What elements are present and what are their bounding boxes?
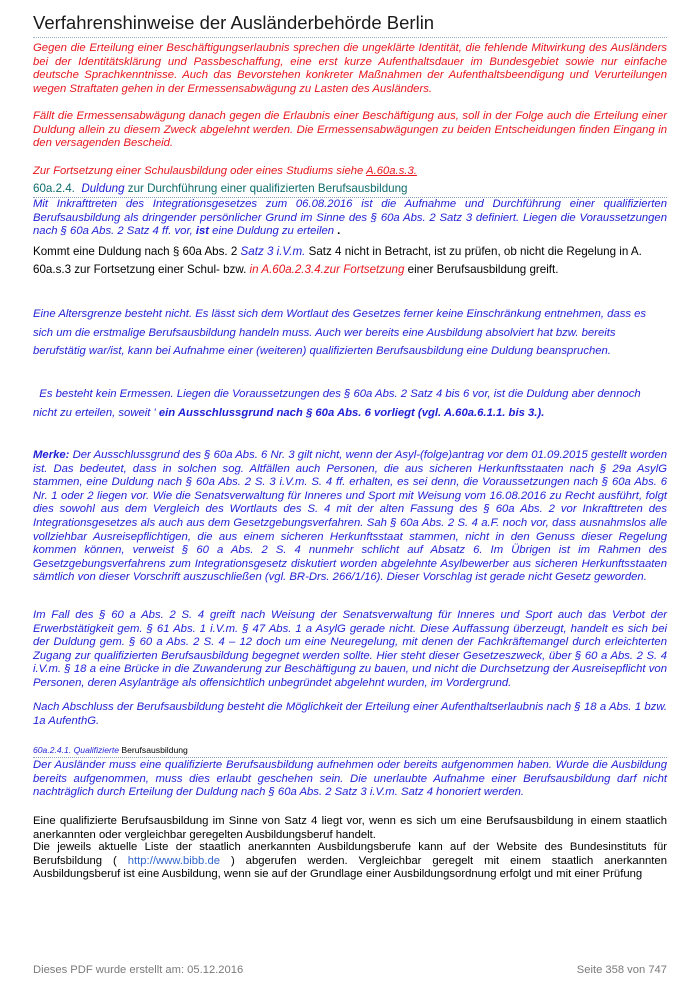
section-number: 60a.2.4. xyxy=(33,182,75,195)
section-heading-60a-2-4 xyxy=(33,182,667,195)
link-a60a-s3[interactable]: A.60a.s.3. xyxy=(366,165,417,177)
blue-text-c: eine Duldung zu erteilen xyxy=(209,225,338,238)
blue-text-bold: ist xyxy=(195,225,210,238)
subsection-number: 60a.2.4.1. xyxy=(33,745,72,755)
subsection-black-paragraph-2 xyxy=(33,841,667,882)
discretion-text: Es besteht kein Ermessen. Liegen die Voraussetzungen des § 60a Abs. 2 Satz 4 bis 6 vor, ist die Duldung aber dennoch nicht zu erteilen, soweit ' xyxy=(33,388,641,419)
title-divider xyxy=(33,37,667,38)
merke-text: Der Ausschlussgrund des § 60a Abs. 6 Nr. 3 gilt nicht, wenn der Asyl-(folge)antrag vor dem 01.09.2015 gestellt worden ist. Das bedeutet, dass in solchen sog. Altfällen auch Personen, die aus sicheren Herkunftsstaaten nach § 29a AsylG stammen, eine Duldung nach § 60a Abs. 2 S. 3 i.V.m. S. 4 ff. erhalten, es sei denn, die Voraussetzungen nach § 60a Abs. 6 Nr. 1 oder 2 liegen vor. Wie die Senatsverwaltung für Inneres und Sport mit Weisung vom 16.08.2016 zu Recht ausführt, folgt dies sowohl aus dem Vergleich des Wortlauts des S. 4 mit der alten Fassung des § 60a Abs. 2 vor Inkrafttreten des Integrationsgesetzes als auch aus dem Gesetzgebungsverfahren. Sah § 60a Abs. 2 S. 4 a.F. noch vor, dass ausnahmslos alle vollziehbar Ausreisepflichtigen, die aus einem sicheren Herkunftsstaat stammen, nicht in den Genuss dieser Regelung kommen können, verweist § 60 a Abs. 2 S. 4 nunmehr schlicht auf Absatz 6. Im Übrigen ist im Rahmen des Gesetzgebungsverfahrens zum Integrationsgesetz diskutiert worden abgelehnte Asylbewerber aus sicheren Herkunftsstaaten sämtlich von dieser Vorschrift auszuschließen (vgl. BR-Drs. 266/1/16). Dieser Vorschlag ist gerade nicht Gesetz geworden. xyxy=(33,449,667,584)
intro-paragraph-1: Gegen die Erteilung einer Beschäftigungserlaubnis sprechen die ungeklärte Identität, die fehlende Mitwirkung des Ausländers bei der Identitätsklärung und Passbeschaffung, eine erst kurze Aufenthaltsdauer im Bundesgebiet sowie nur einfache deutsche Sprachkenntnisse. Auch das Bevorstehen konkreter Maßnahmen der Aufenthaltsbeendigung und Verurteilungen wegen Straftaten gehen in der Ermessensabwägung zu Lasten des Ausländers. xyxy=(33,42,667,95)
subsection-title-rest: Berufsausbildung xyxy=(119,745,188,755)
age-limit-paragraph: Eine Altersgrenze besteht nicht. Es lässt sich dem Wortlaut des Gesetzes ferner keine Einschränkung entnehmen, dass es sich um die erstmalige Berufsausbildung handeln muss. Auch wer bereits eine Ausbildung absolviert hat bzw. bereits berufstätig war/ist, kann bei Aufnahme einer (weiteren) qualifizierten Berufsausbildung eine Duldung beanspruchen. xyxy=(33,308,647,357)
footer-page-number: Seite 358 von 747 xyxy=(576,964,667,976)
blue-text-a: Mit Inkrafttreten des Integrationsgesetzes zum 06.08.2016 ist die Aufnahme und Durchführung einer qualifizierten Berufsausbildung als dringender persönlicher Grund im Sinne des § 60a Abs. 2 Satz 3 definiert. Liegen die Voraussetzungen nach § 60a Abs. 2 Satz 4 ff. vor, xyxy=(33,198,667,238)
discretion-bold-text: ein Ausschlussgrund nach § 60a Abs. 6 vorliegt (vgl. A.60a.6.1.1. bis 3.). xyxy=(158,406,545,419)
section-title-rest: zur Durchführung einer qualifizierten Berufsausbildung xyxy=(124,182,408,195)
subsection-divider xyxy=(33,757,667,758)
black-text-a: Kommt eine Duldung nach § 60a Abs. 2 xyxy=(33,245,241,258)
black-text-e: einer Berufsausbildung greift. xyxy=(404,262,559,276)
blue-text-period: . xyxy=(337,225,341,238)
bibb-text-b: ) abgerufen werden. Vergleichbar geregelt mit einem staatlich anerkannten Ausbildungsberuf ist eine Ausbildung, wenn sie auf der Grundlage einer Ausbildungsordnung erfolgt und mit einer Prüfung xyxy=(33,854,667,881)
fall-paragraph: Im Fall des § 60 a Abs. 2 S. 4 greift nach Weisung der Senatsverwaltung für Inneres und Sport auch das Verbot der Erwerbstätigkeit gem. § 61 Abs. 1 i.V.m. § 47 Abs. 1 a AsylG gerade nicht. Diese Auffassung überzeugt, handelt es sich bei der Duldung gem. § 60 a Abs. 2 S. 4 – 12 doch um eine Neuregelung, mit denen der Fachkräftemangel durch erleichterten Zugang zur qualifizierten Berufsausbildung begegnet werden sollte. Hier steht dieser Gesetzeszweck, über § 60 a Abs. 2 S. 4 i.V.m. § 18 a eine Brücke in die Zuwanderung zur Beschäftigung zu bauen, und nicht die Durchsetzung der Ausreisepflicht von Personen, deren Asylanträge als offensichtlich unbegründet abgelehnt wurden, im Vordergrund. xyxy=(33,609,667,689)
footer-created-date: Dieses PDF wurde erstellt am: 05.12.2016 xyxy=(33,964,244,976)
black-text-c: Satz 4 nicht in Betracht, ist zu prüfen, ob nicht die Regelung in A. 60a.s.3 zur Fortsetzung einer Schul- bzw. xyxy=(33,245,642,276)
black-text-blue-ref: Satz 3 i.V.m. xyxy=(240,245,306,258)
subsection-black-paragraph-1: Eine qualifizierte Berufsausbildung im Sinne von Satz 4 liegt vor, wenn es sich um eine Berufsausbildung in einem staatlich anerkannten oder vergleichbar geregelten Ausbildungsberuf handelt. xyxy=(33,815,667,841)
section-blue-paragraph xyxy=(33,198,667,239)
discretion-paragraph xyxy=(33,385,667,422)
intro-p3-text: Zur Fortsetzung einer Schulausbildung oder eines Studiums siehe xyxy=(33,165,367,177)
page-title: Verfahrenshinweise der Ausländerbehörde Berlin xyxy=(33,12,435,33)
intro-paragraph-2: Fällt die Ermessensabwägung danach gegen die Erlaubnis einer Beschäftigung aus, soll in der Folge auch die Erteilung einer Duldung allein zu diesem Zweck abgelehnt werden. Die Ermessensabwägungen zu beiden Entscheidungen finden Eingang in den versagenden Bescheid. xyxy=(33,110,667,150)
subsection-heading-60a-2-4-1 xyxy=(33,745,188,755)
after-training-paragraph: Nach Abschluss der Berufsausbildung besteht die Möglichkeit der Erteilung einer Aufenthaltserlaubnis nach § 18 a Abs. 1 bzw. 1a AufenthG. xyxy=(33,701,667,727)
intro-paragraph-3 xyxy=(33,165,667,179)
section-keyword: Duldung xyxy=(81,182,125,195)
bibb-link[interactable]: http://www.bibb.de xyxy=(127,854,221,867)
subsection-blue-paragraph: Der Ausländer muss eine qualifizierte Berufsausbildung aufnehmen oder bereits aufgenommen haben. Wurde die Ausbildung bereits aufgenommen, muss dies erlaubt geschehen sein. Die unerlaubte Aufnahme einer Berufsausbildung darf nicht nachträglich durch Erteilung der Duldung nach § 60a Abs. 2 Satz 3 i.V.m. Satz 4 honoriert werden. xyxy=(33,759,667,799)
black-text-red-ref: in A.60a.2.3.4.zur Fortsetzung xyxy=(249,262,405,276)
merke-paragraph xyxy=(33,449,667,585)
bibb-text-a: Die jeweils aktuelle Liste der staatlich anerkannten Ausbildungsberufe kann auf der Website des Bundesinstituts für Berufsbildung ( xyxy=(33,841,667,867)
merke-label: Merke: xyxy=(33,449,70,461)
subsection-keyword: Qualifizierte xyxy=(73,745,119,755)
section-black-paragraph xyxy=(33,243,667,278)
